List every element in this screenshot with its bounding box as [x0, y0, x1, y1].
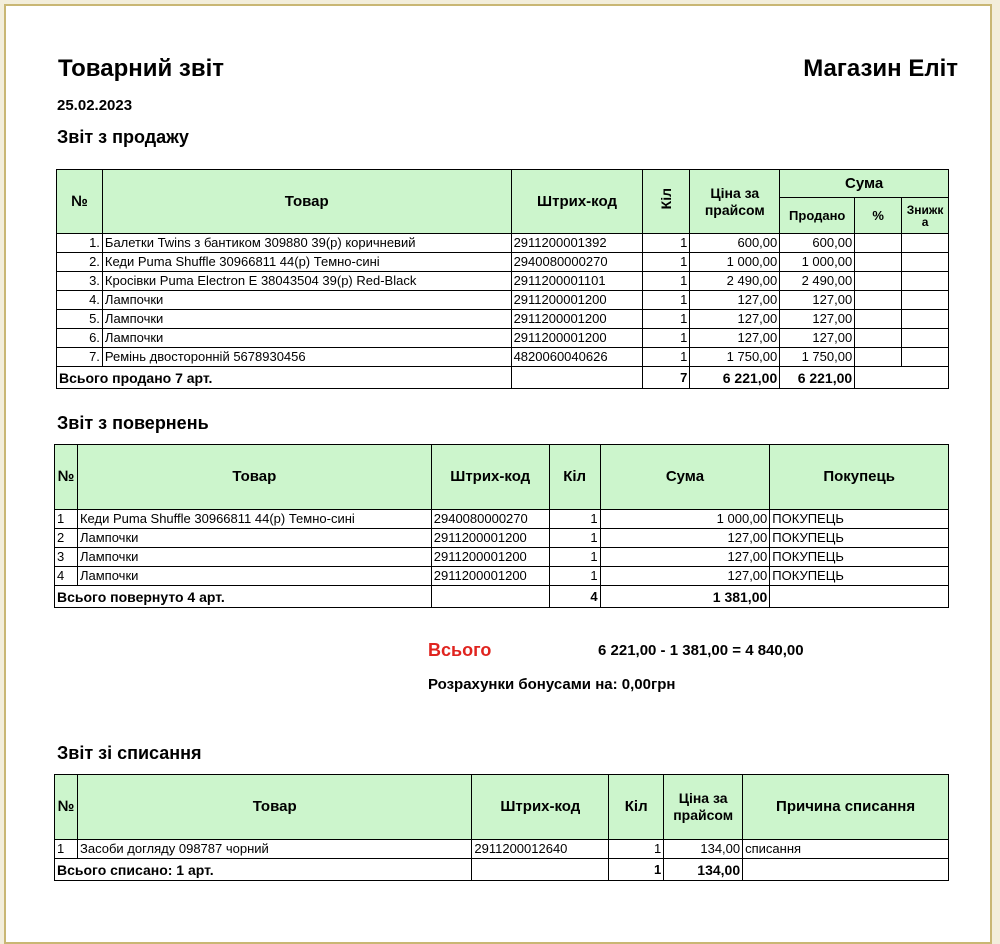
cell-barcode: 2940080000270: [431, 510, 549, 529]
cell-barcode: 2911200001200: [511, 291, 643, 310]
table-row: [57, 272, 949, 291]
cell-pct: [855, 253, 902, 272]
cell-price: 127,00: [690, 329, 780, 348]
cell-barcode: 2911200012640: [472, 840, 609, 859]
writeoffs-col-barcode: Штрих-код: [472, 775, 609, 840]
cell-product: Балетки Twins з бантиком 309880 39(р) коричневий: [102, 234, 511, 253]
cell-barcode: 4820060040626: [511, 348, 643, 367]
cell-product: Кеди Puma Shuffle 30966811 44(р) Темно-сині: [77, 510, 431, 529]
table-row: [57, 291, 949, 310]
cell-price: 2 490,00: [690, 272, 780, 291]
table-row: [55, 529, 949, 548]
cell-barcode: 2911200001200: [431, 567, 549, 586]
table-row: [55, 840, 949, 859]
cell-qty: 1: [609, 840, 664, 859]
sales-col-sold: Продано: [780, 198, 855, 234]
cell-price: 1 000,00: [690, 253, 780, 272]
cell-product: Лампочки: [77, 529, 431, 548]
cell-num: 3: [55, 548, 78, 567]
writeoffs-table: [54, 774, 949, 881]
cell-sold: 1 000,00: [780, 253, 855, 272]
cell-num: 1.: [57, 234, 103, 253]
sales-col-qty-label: Кіл: [658, 188, 675, 210]
writeoffs-section-title: Звіт зі списання: [57, 743, 202, 763]
table-row: [57, 348, 949, 367]
cell-pct: [855, 348, 902, 367]
cell-sum: 127,00: [600, 529, 770, 548]
sales-col-product: Товар: [102, 170, 511, 234]
cell-barcode: 2911200001101: [511, 272, 643, 291]
cell-sold: 2 490,00: [780, 272, 855, 291]
cell-qty: 1: [549, 529, 600, 548]
cell-product: Засоби догляду 098787 чорний: [77, 840, 471, 859]
cell-discount: [902, 329, 949, 348]
writeoffs-col-qty: Кіл: [609, 775, 664, 840]
cell-num: 4.: [57, 291, 103, 310]
cell-price: 127,00: [690, 291, 780, 310]
cell-sum: 127,00: [600, 567, 770, 586]
returns-col-product: Товар: [77, 445, 431, 510]
cell-discount: [902, 253, 949, 272]
cell-barcode: 2911200001200: [511, 310, 643, 329]
cell-price: 134,00: [664, 840, 743, 859]
cell-pct: [855, 310, 902, 329]
cell-product: Лампочки: [77, 567, 431, 586]
cell-product: Лампочки: [77, 548, 431, 567]
sales-col-barcode: Штрих-код: [511, 170, 643, 234]
writeoffs-total-qty: 1: [609, 859, 664, 881]
returns-col-buyer: Покупець: [770, 445, 949, 510]
cell-product: Лампочки: [102, 329, 511, 348]
sales-total-rest: [855, 367, 949, 389]
table-row: [55, 510, 949, 529]
table-row: [57, 234, 949, 253]
table-row: [57, 253, 949, 272]
cell-discount: [902, 234, 949, 253]
cell-sum: 127,00: [600, 548, 770, 567]
returns-table: [54, 444, 949, 608]
returns-total-empty: [431, 586, 549, 608]
cell-num: 3.: [57, 272, 103, 291]
sales-total-qty: 7: [643, 367, 690, 389]
writeoffs-col-num: №: [55, 775, 78, 840]
returns-col-num: №: [55, 445, 78, 510]
cell-pct: [855, 272, 902, 291]
returns-total-label: Всього повернуто 4 арт.: [55, 586, 432, 608]
returns-total-qty: 4: [549, 586, 600, 608]
cell-barcode: 2911200001392: [511, 234, 643, 253]
cell-barcode: 2911200001200: [431, 548, 549, 567]
writeoffs-total-empty: [472, 859, 609, 881]
returns-col-qty: Кіл: [549, 445, 600, 510]
writeoffs-col-product: Товар: [77, 775, 471, 840]
cell-discount: [902, 272, 949, 291]
cell-sold: 127,00: [780, 329, 855, 348]
cell-barcode: 2911200001200: [511, 329, 643, 348]
cell-num: 5.: [57, 310, 103, 329]
cell-qty: 1: [643, 291, 690, 310]
cell-product: Лампочки: [102, 310, 511, 329]
cell-qty: 1: [643, 234, 690, 253]
cell-pct: [855, 234, 902, 253]
cell-pct: [855, 329, 902, 348]
table-row: [57, 310, 949, 329]
grand-total-calculation: 6 221,00 - 1 381,00 = 4 840,00: [598, 642, 804, 659]
cell-sold: 127,00: [780, 291, 855, 310]
cell-qty: 1: [643, 329, 690, 348]
cell-sold: 600,00: [780, 234, 855, 253]
cell-product: Кросівки Puma Electron E 38043504 39(р) Red-Black: [102, 272, 511, 291]
shop-name: Магазин Еліт: [803, 55, 958, 82]
sales-col-pct: %: [855, 198, 902, 234]
returns-col-barcode: Штрих-код: [431, 445, 549, 510]
writeoffs-col-price: Ціна за прайсом: [664, 775, 743, 840]
cell-barcode: 2940080000270: [511, 253, 643, 272]
cell-reason: списання: [743, 840, 949, 859]
returns-total-sum: 1 381,00: [600, 586, 770, 608]
cell-buyer: ПОКУПЕЦЬ: [770, 529, 949, 548]
cell-product: Лампочки: [102, 291, 511, 310]
cell-discount: [902, 291, 949, 310]
cell-price: 127,00: [690, 310, 780, 329]
cell-product: Кеди Puma Shuffle 30966811 44(р) Темно-сині: [102, 253, 511, 272]
cell-price: 1 750,00: [690, 348, 780, 367]
sales-col-discount: Знижка: [902, 198, 949, 234]
cell-qty: 1: [549, 548, 600, 567]
writeoffs-total-price: 134,00: [664, 859, 743, 881]
cell-sum: 1 000,00: [600, 510, 770, 529]
cell-buyer: ПОКУПЕЦЬ: [770, 567, 949, 586]
sales-section-title: Звіт з продажу: [57, 127, 189, 147]
table-row: [55, 548, 949, 567]
report-title: Товарний звіт: [58, 55, 225, 82]
cell-sold: 1 750,00: [780, 348, 855, 367]
cell-qty: 1: [549, 567, 600, 586]
cell-buyer: ПОКУПЕЦЬ: [770, 548, 949, 567]
returns-section-title: Звіт з повернень: [57, 413, 209, 433]
cell-num: 1: [55, 510, 78, 529]
returns-total-buyer: [770, 586, 949, 608]
bonus-payments: Розрахунки бонусами на: 0,00грн: [428, 676, 676, 693]
table-row: [55, 567, 949, 586]
grand-total-label: Всього: [428, 640, 492, 660]
sales-table: [56, 169, 949, 389]
cell-num: 4: [55, 567, 78, 586]
cell-discount: [902, 348, 949, 367]
cell-product: Ремінь двосторонній 5678930456: [102, 348, 511, 367]
sales-total-label: Всього продано 7 арт.: [57, 367, 512, 389]
sales-total-empty: [511, 367, 643, 389]
sales-col-qty: [643, 170, 690, 234]
cell-num: 7.: [57, 348, 103, 367]
cell-buyer: ПОКУПЕЦЬ: [770, 510, 949, 529]
sales-col-sum: Сума: [780, 170, 949, 198]
cell-qty: 1: [643, 272, 690, 291]
returns-col-sum: Сума: [600, 445, 770, 510]
sales-total-sold: 6 221,00: [780, 367, 855, 389]
cell-num: 1: [55, 840, 78, 859]
cell-price: 600,00: [690, 234, 780, 253]
cell-qty: 1: [549, 510, 600, 529]
table-row: [57, 329, 949, 348]
cell-qty: 1: [643, 310, 690, 329]
report-date: 25.02.2023: [57, 97, 133, 114]
sales-col-price: Ціна за прайсом: [690, 170, 780, 234]
cell-num: 2.: [57, 253, 103, 272]
sales-col-num: №: [57, 170, 103, 234]
writeoffs-total-label: Всього списано: 1 арт.: [55, 859, 472, 881]
writeoffs-total-reason: [743, 859, 949, 881]
cell-barcode: 2911200001200: [431, 529, 549, 548]
cell-num: 6.: [57, 329, 103, 348]
cell-qty: 1: [643, 253, 690, 272]
sales-total-price: 6 221,00: [690, 367, 780, 389]
writeoffs-col-reason: Причина списання: [743, 775, 949, 840]
cell-num: 2: [55, 529, 78, 548]
cell-pct: [855, 291, 902, 310]
cell-discount: [902, 310, 949, 329]
cell-sold: 127,00: [780, 310, 855, 329]
cell-qty: 1: [643, 348, 690, 367]
